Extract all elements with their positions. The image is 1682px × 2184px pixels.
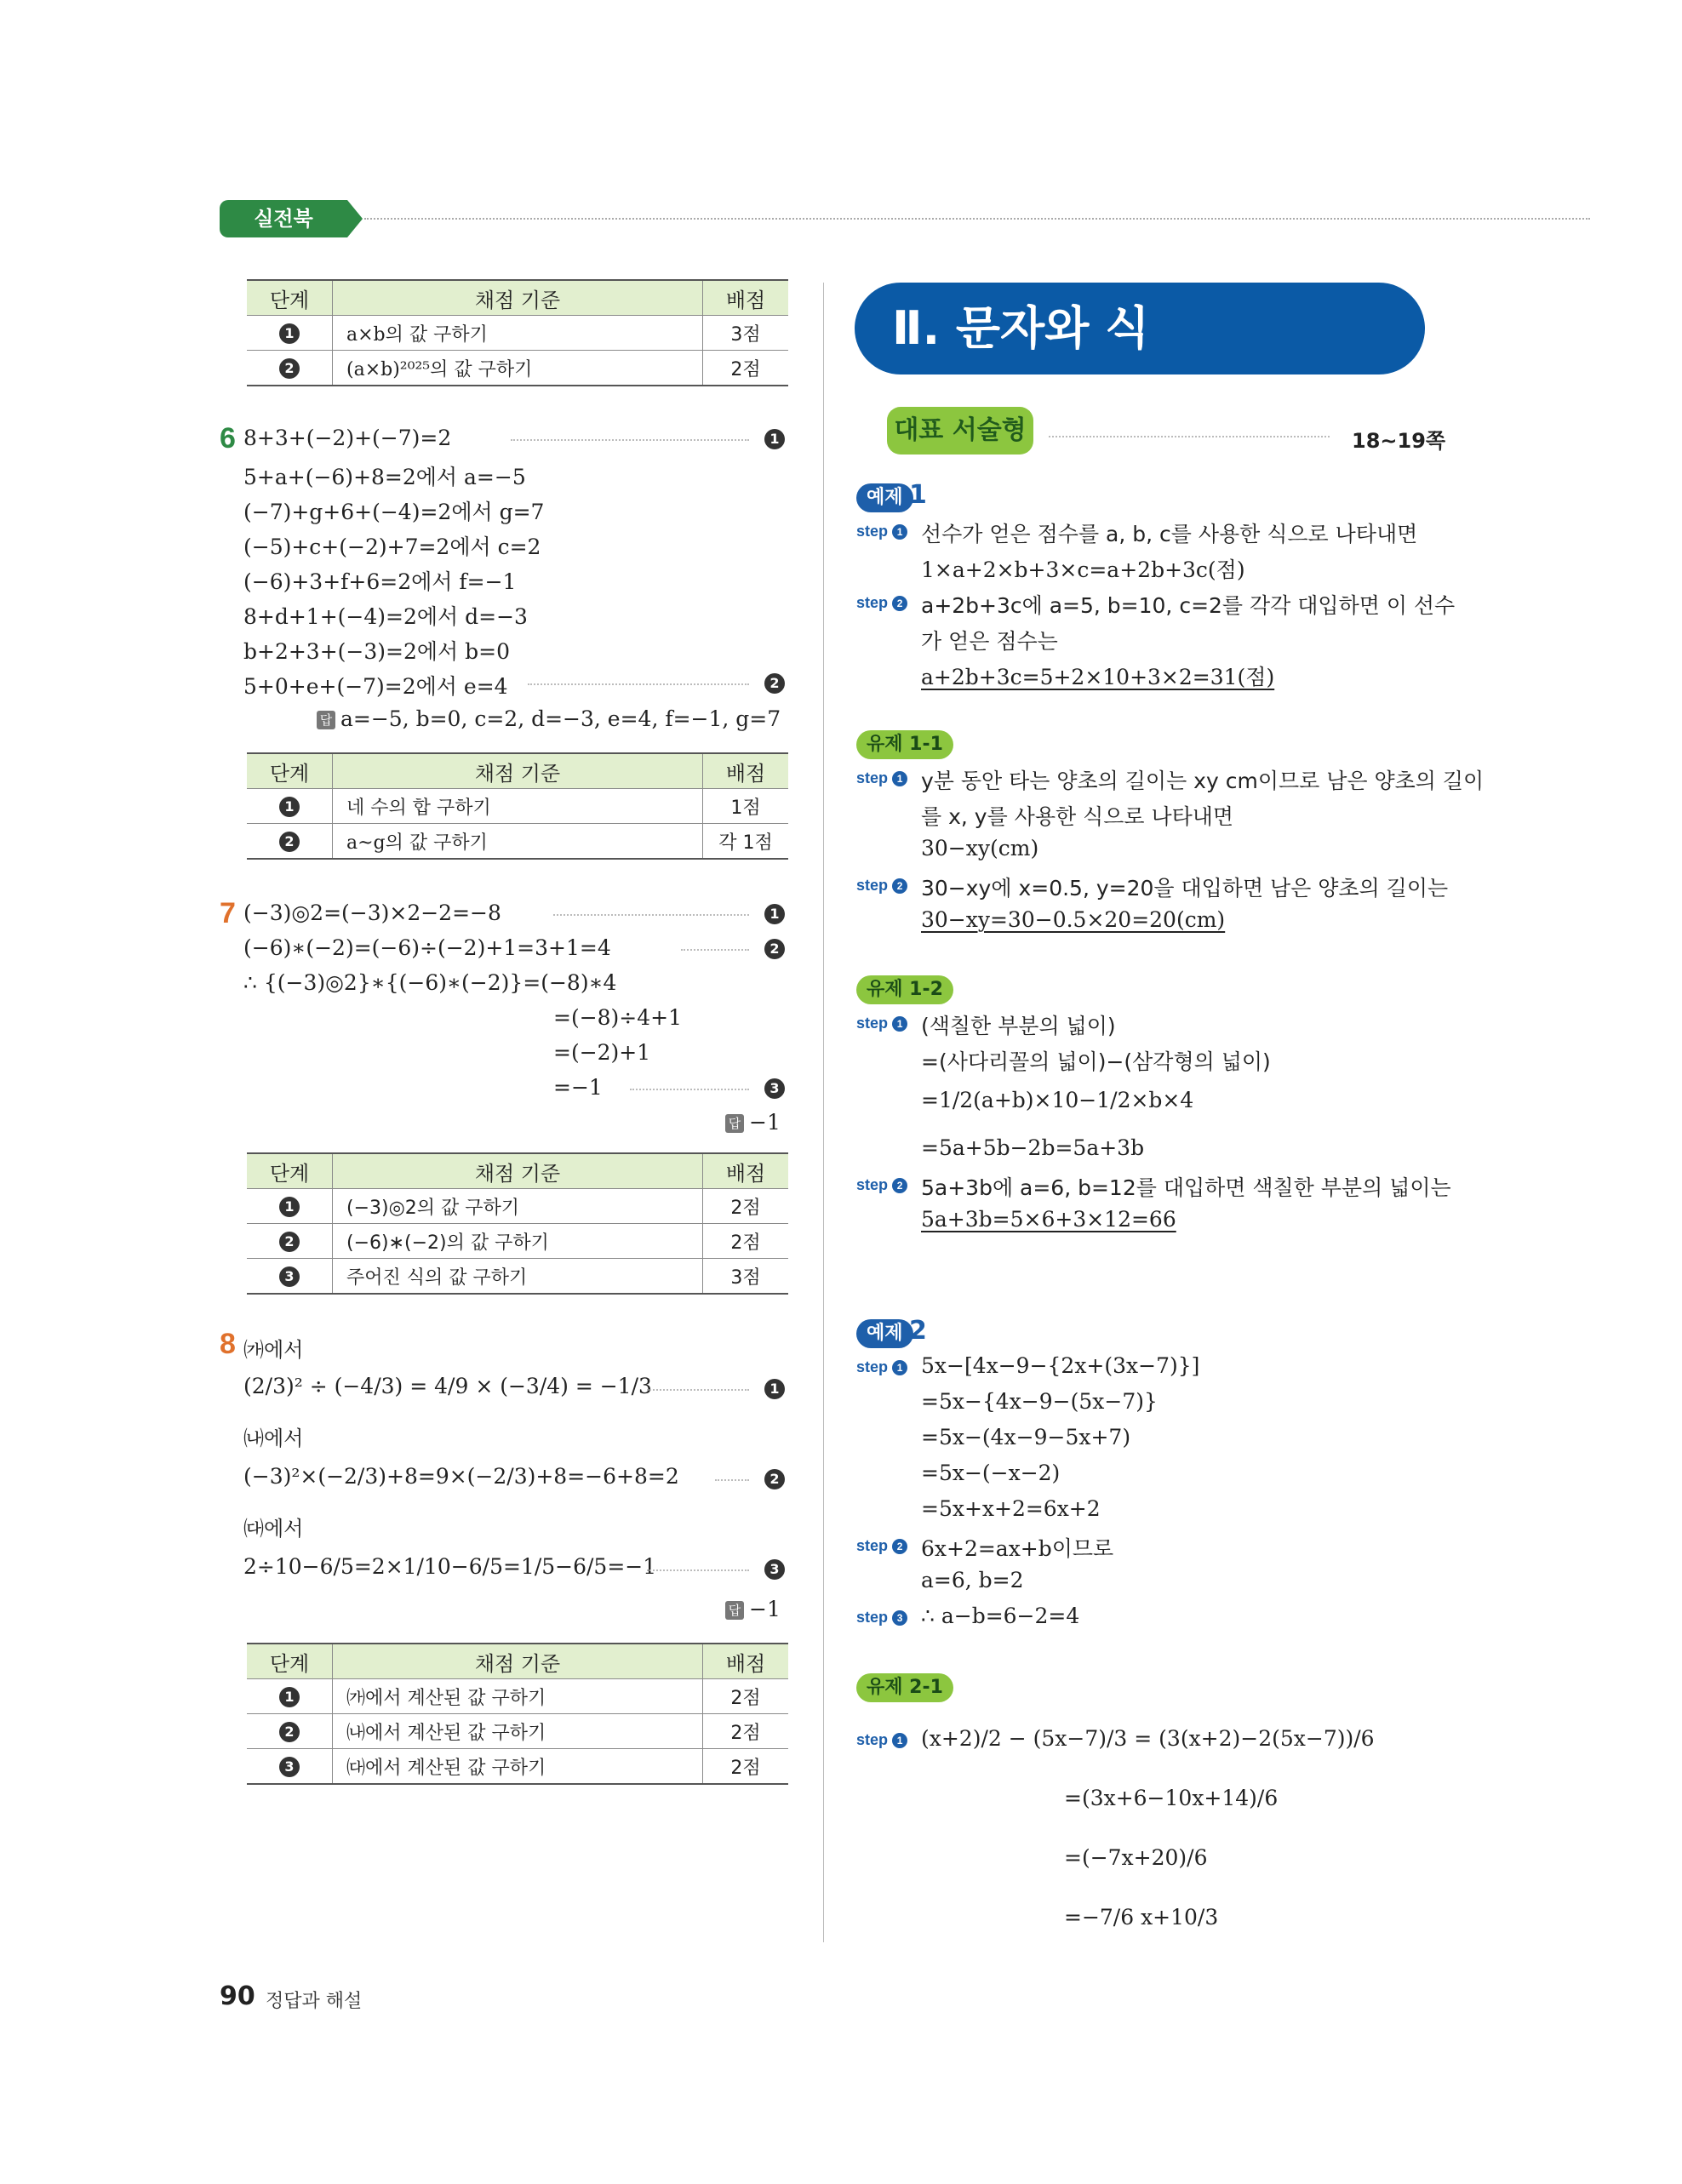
answer-tag: 답 <box>317 711 335 729</box>
points: 1점 <box>703 789 789 824</box>
points: 3점 <box>703 1259 789 1295</box>
col-points: 배점 <box>703 753 789 789</box>
dotted-leader <box>511 439 749 441</box>
y21-l3: =(−7x+20)/6 <box>1064 1845 1208 1870</box>
answer-tag: 답 <box>725 1601 744 1620</box>
mark-2: 2 <box>764 673 785 694</box>
example-number: 2 <box>909 1316 927 1346</box>
p8-line-3: 2÷10−6/5=2×1/10−6/5=1/5−6/5=−1 <box>243 1554 657 1579</box>
step-2-label: step 2 <box>856 1537 907 1555</box>
example-label: 예제 <box>856 483 913 512</box>
dotted-leader <box>715 1479 749 1481</box>
points: 2점 <box>703 1224 789 1259</box>
ex2-l5: =5x+x+2=6x+2 <box>921 1496 1101 1521</box>
step-1-label: step 1 <box>856 1358 907 1376</box>
col-step: 단계 <box>247 1153 333 1189</box>
step-3-label: step 3 <box>856 1609 907 1627</box>
ex2-s3: ∴ a−b=6−2=4 <box>921 1604 1080 1628</box>
y12-s1a: (색칠한 부분의 넓이) <box>921 1014 1116 1038</box>
step-number: 2 <box>279 832 300 852</box>
score-table-7 <box>247 1152 788 1295</box>
p7-line: (−3)◎2=(−3)×2−2=−8 <box>243 900 501 925</box>
score-table-8 <box>247 1643 788 1785</box>
p6-line: (−6)+3+f+6=2에서 f=−1 <box>243 569 517 594</box>
col-criteria: 채점 기준 <box>333 280 703 316</box>
p7-line: (−6)∗(−2)=(−6)÷(−2)+1=3+1=4 <box>243 935 611 960</box>
y12-s2a: 5a+3b에 a=6, b=12를 대입하면 색칠한 부분의 넓이는 <box>921 1175 1451 1200</box>
criteria-text: 네 수의 합 구하기 <box>333 789 703 824</box>
p8-line-2: (−3)²×(−2/3)+8=9×(−2/3)+8=−6+8=2 <box>243 1464 679 1489</box>
mark-2: 2 <box>764 1469 785 1489</box>
score-table-6 <box>247 752 788 860</box>
y11-s1a: y분 동안 타는 양초의 길이는 xy cm이므로 남은 양초의 길이 <box>921 769 1485 793</box>
page-number: 90 <box>220 1981 255 2011</box>
criteria-text: a×b의 값 구하기 <box>333 316 703 351</box>
step-2-label: step 2 <box>856 1176 907 1194</box>
step-number: 3 <box>279 1757 300 1777</box>
exercise-label: 유제 2-1 <box>856 1673 953 1702</box>
exercise-label: 유제 1-2 <box>856 975 953 1004</box>
col-points: 배점 <box>703 280 789 316</box>
p6-line: 5+a+(−6)+8=2에서 a=−5 <box>243 465 526 489</box>
points: 2점 <box>703 1679 789 1714</box>
ex2-s2b: a=6, b=2 <box>921 1568 1024 1592</box>
points: 3점 <box>703 316 789 351</box>
points: 2점 <box>703 1714 789 1749</box>
dotted-leader <box>681 949 749 951</box>
step-2-label: step 2 <box>856 594 907 612</box>
dotted-leader <box>553 914 749 916</box>
ex2-l3: =5x−(4x−9−5x+7) <box>921 1425 1131 1449</box>
step-1-label: step 1 <box>856 523 907 540</box>
p8-da: ㈐에서 <box>243 1517 304 1541</box>
p6-line: b+2+3+(−3)=2에서 b=0 <box>243 639 510 664</box>
answer-text: −1 <box>749 1597 781 1621</box>
dotted-leader <box>630 1089 749 1090</box>
step-number: 3 <box>279 1266 300 1287</box>
problem-number-8: 8 <box>220 1328 236 1360</box>
criteria-text: ㈎에서 계산된 값 구하기 <box>333 1679 703 1714</box>
y12-s2b: 5a+3b=5×6+3×12=66 <box>921 1207 1176 1232</box>
p7-line: =−1 <box>553 1075 603 1100</box>
criteria-text: (−3)◎2의 값 구하기 <box>333 1189 703 1224</box>
ex1-s2a: a+2b+3c에 a=5, b=10, c=2를 각각 대입하면 이 선수 <box>921 593 1456 618</box>
step-1-label: step 1 <box>856 1015 907 1032</box>
p8-ga: ㈎에서 <box>243 1338 304 1362</box>
points: 2점 <box>703 1749 789 1785</box>
step-2-label: step 2 <box>856 877 907 895</box>
y11-s2a: 30−xy에 x=0.5, y=20을 대입하면 남은 양초의 길이는 <box>921 876 1449 900</box>
page-ref: 18~19쪽 <box>1352 429 1446 453</box>
section-label: 대표 서술형 <box>887 407 1033 455</box>
y11-s1b: 를 x, y를 사용한 식으로 나타내면 <box>921 804 1234 829</box>
answer-text: −1 <box>749 1110 781 1135</box>
criteria-text: ㈏에서 계산된 값 구하기 <box>333 1714 703 1749</box>
y12-s1c: =1/2(a+b)×10−1/2×b×4 <box>921 1088 1194 1112</box>
y21-l4: =−7/6 x+10/3 <box>1064 1905 1219 1930</box>
problem-number-7: 7 <box>220 897 236 929</box>
step-number: 1 <box>279 323 300 344</box>
points: 각 1점 <box>703 824 789 860</box>
ex2-l4: =5x−(−x−2) <box>921 1461 1061 1485</box>
col-step: 단계 <box>247 280 333 316</box>
criteria-text: (−6)∗(−2)의 값 구하기 <box>333 1224 703 1259</box>
criteria-text: ㈐에서 계산된 값 구하기 <box>333 1749 703 1785</box>
mark-2: 2 <box>764 939 785 959</box>
p7-line: ∴ {(−3)◎2}∗{(−6)∗(−2)}=(−8)∗4 <box>243 970 617 995</box>
step-number: 1 <box>279 1197 300 1217</box>
p6-answer <box>317 706 781 731</box>
column-divider <box>823 283 824 1942</box>
y21-l2: =(3x+6−10x+14)/6 <box>1064 1786 1279 1810</box>
p6-line: 8+3+(−2)+(−7)=2 <box>243 426 452 450</box>
p8-line-1: (2/3)² ÷ (−4/3) = 4/9 × (−3/4) = −1/3 <box>243 1374 652 1398</box>
p7-line: =(−8)÷4+1 <box>553 1005 683 1030</box>
criteria-text: 주어진 식의 값 구하기 <box>333 1259 703 1295</box>
criteria-text: a~g의 값 구하기 <box>333 824 703 860</box>
y12-s1d: =5a+5b−2b=5a+3b <box>921 1135 1145 1160</box>
ex2-l2: =5x−{4x−9−(5x−7)} <box>921 1389 1158 1414</box>
answer-tag: 답 <box>725 1114 744 1133</box>
y21-l1: (x+2)/2 − (5x−7)/3 = (3(x+2)−2(5x−7))/6 <box>921 1726 1375 1751</box>
points: 2점 <box>703 351 789 386</box>
example-label: 예제 <box>856 1319 913 1348</box>
footer-title: 정답과 해설 <box>266 1991 363 2012</box>
header-divider <box>364 218 1590 220</box>
col-step: 단계 <box>247 1644 333 1679</box>
criteria-text: (a×b)²⁰²⁵의 값 구하기 <box>333 351 703 386</box>
dotted-leader <box>1049 436 1330 437</box>
score-table-5 <box>247 279 788 386</box>
y12-s1b: =(사다리꼴의 넓이)−(삼각형의 넓이) <box>921 1049 1271 1074</box>
dotted-leader <box>528 683 749 685</box>
col-points: 배점 <box>703 1153 789 1189</box>
p8-answer <box>725 1597 781 1621</box>
ex1-s2b: 가 얻은 점수는 <box>921 629 1058 654</box>
step-1-label: step 1 <box>856 769 907 787</box>
p7-answer <box>725 1110 781 1135</box>
p7-line: =(−2)+1 <box>553 1040 651 1065</box>
mark-3: 3 <box>764 1078 785 1099</box>
col-criteria: 채점 기준 <box>333 753 703 789</box>
ex1-s2c: a+2b+3c=5+2×10+3×2=31(점) <box>921 665 1275 689</box>
example-number: 1 <box>909 480 927 510</box>
p6-line: (−5)+c+(−2)+7=2에서 c=2 <box>243 535 541 559</box>
mark-1: 1 <box>764 904 785 924</box>
dotted-leader <box>647 1569 749 1571</box>
y11-s2b: 30−xy=30−0.5×20=20(cm) <box>921 907 1226 932</box>
col-criteria: 채점 기준 <box>333 1153 703 1189</box>
ex1-s1b: 1×a+2×b+3×c=a+2b+3c(점) <box>921 557 1245 582</box>
step-1-label: step 1 <box>856 1731 907 1749</box>
exercise-label: 유제 1-1 <box>856 730 953 759</box>
step-number: 1 <box>279 797 300 817</box>
p8-na: ㈏에서 <box>243 1426 304 1450</box>
p6-line: 5+0+e+(−7)=2에서 e=4 <box>243 674 508 699</box>
step-number: 2 <box>279 1722 300 1742</box>
col-points: 배점 <box>703 1644 789 1679</box>
p6-line: 8+d+1+(−4)=2에서 d=−3 <box>243 604 528 629</box>
step-number: 2 <box>279 1232 300 1252</box>
ex1-s1a: 선수가 얻은 점수를 a, b, c를 사용한 식으로 나타내면 <box>921 522 1418 546</box>
section-tag: 실전북 <box>220 200 347 237</box>
mark-1: 1 <box>764 429 785 449</box>
p6-line: (−7)+g+6+(−4)=2에서 g=7 <box>243 500 545 524</box>
step-number: 1 <box>279 1687 300 1707</box>
answer-text: a=−5, b=0, c=2, d=−3, e=4, f=−1, g=7 <box>340 706 781 731</box>
points: 2점 <box>703 1189 789 1224</box>
dotted-leader <box>647 1389 749 1391</box>
chapter-banner: Ⅱ. 문자와 식 <box>855 283 1425 374</box>
ex2-s2a: 6x+2=ax+b이므로 <box>921 1536 1114 1561</box>
y11-s1c: 30−xy(cm) <box>921 836 1039 860</box>
col-step: 단계 <box>247 753 333 789</box>
col-criteria: 채점 기준 <box>333 1644 703 1679</box>
mark-1: 1 <box>764 1379 785 1399</box>
problem-number-6: 6 <box>220 422 236 455</box>
ex2-l1: 5x−[4x−9−{2x+(3x−7)}] <box>921 1353 1200 1378</box>
mark-3: 3 <box>764 1559 785 1580</box>
step-number: 2 <box>279 358 300 379</box>
